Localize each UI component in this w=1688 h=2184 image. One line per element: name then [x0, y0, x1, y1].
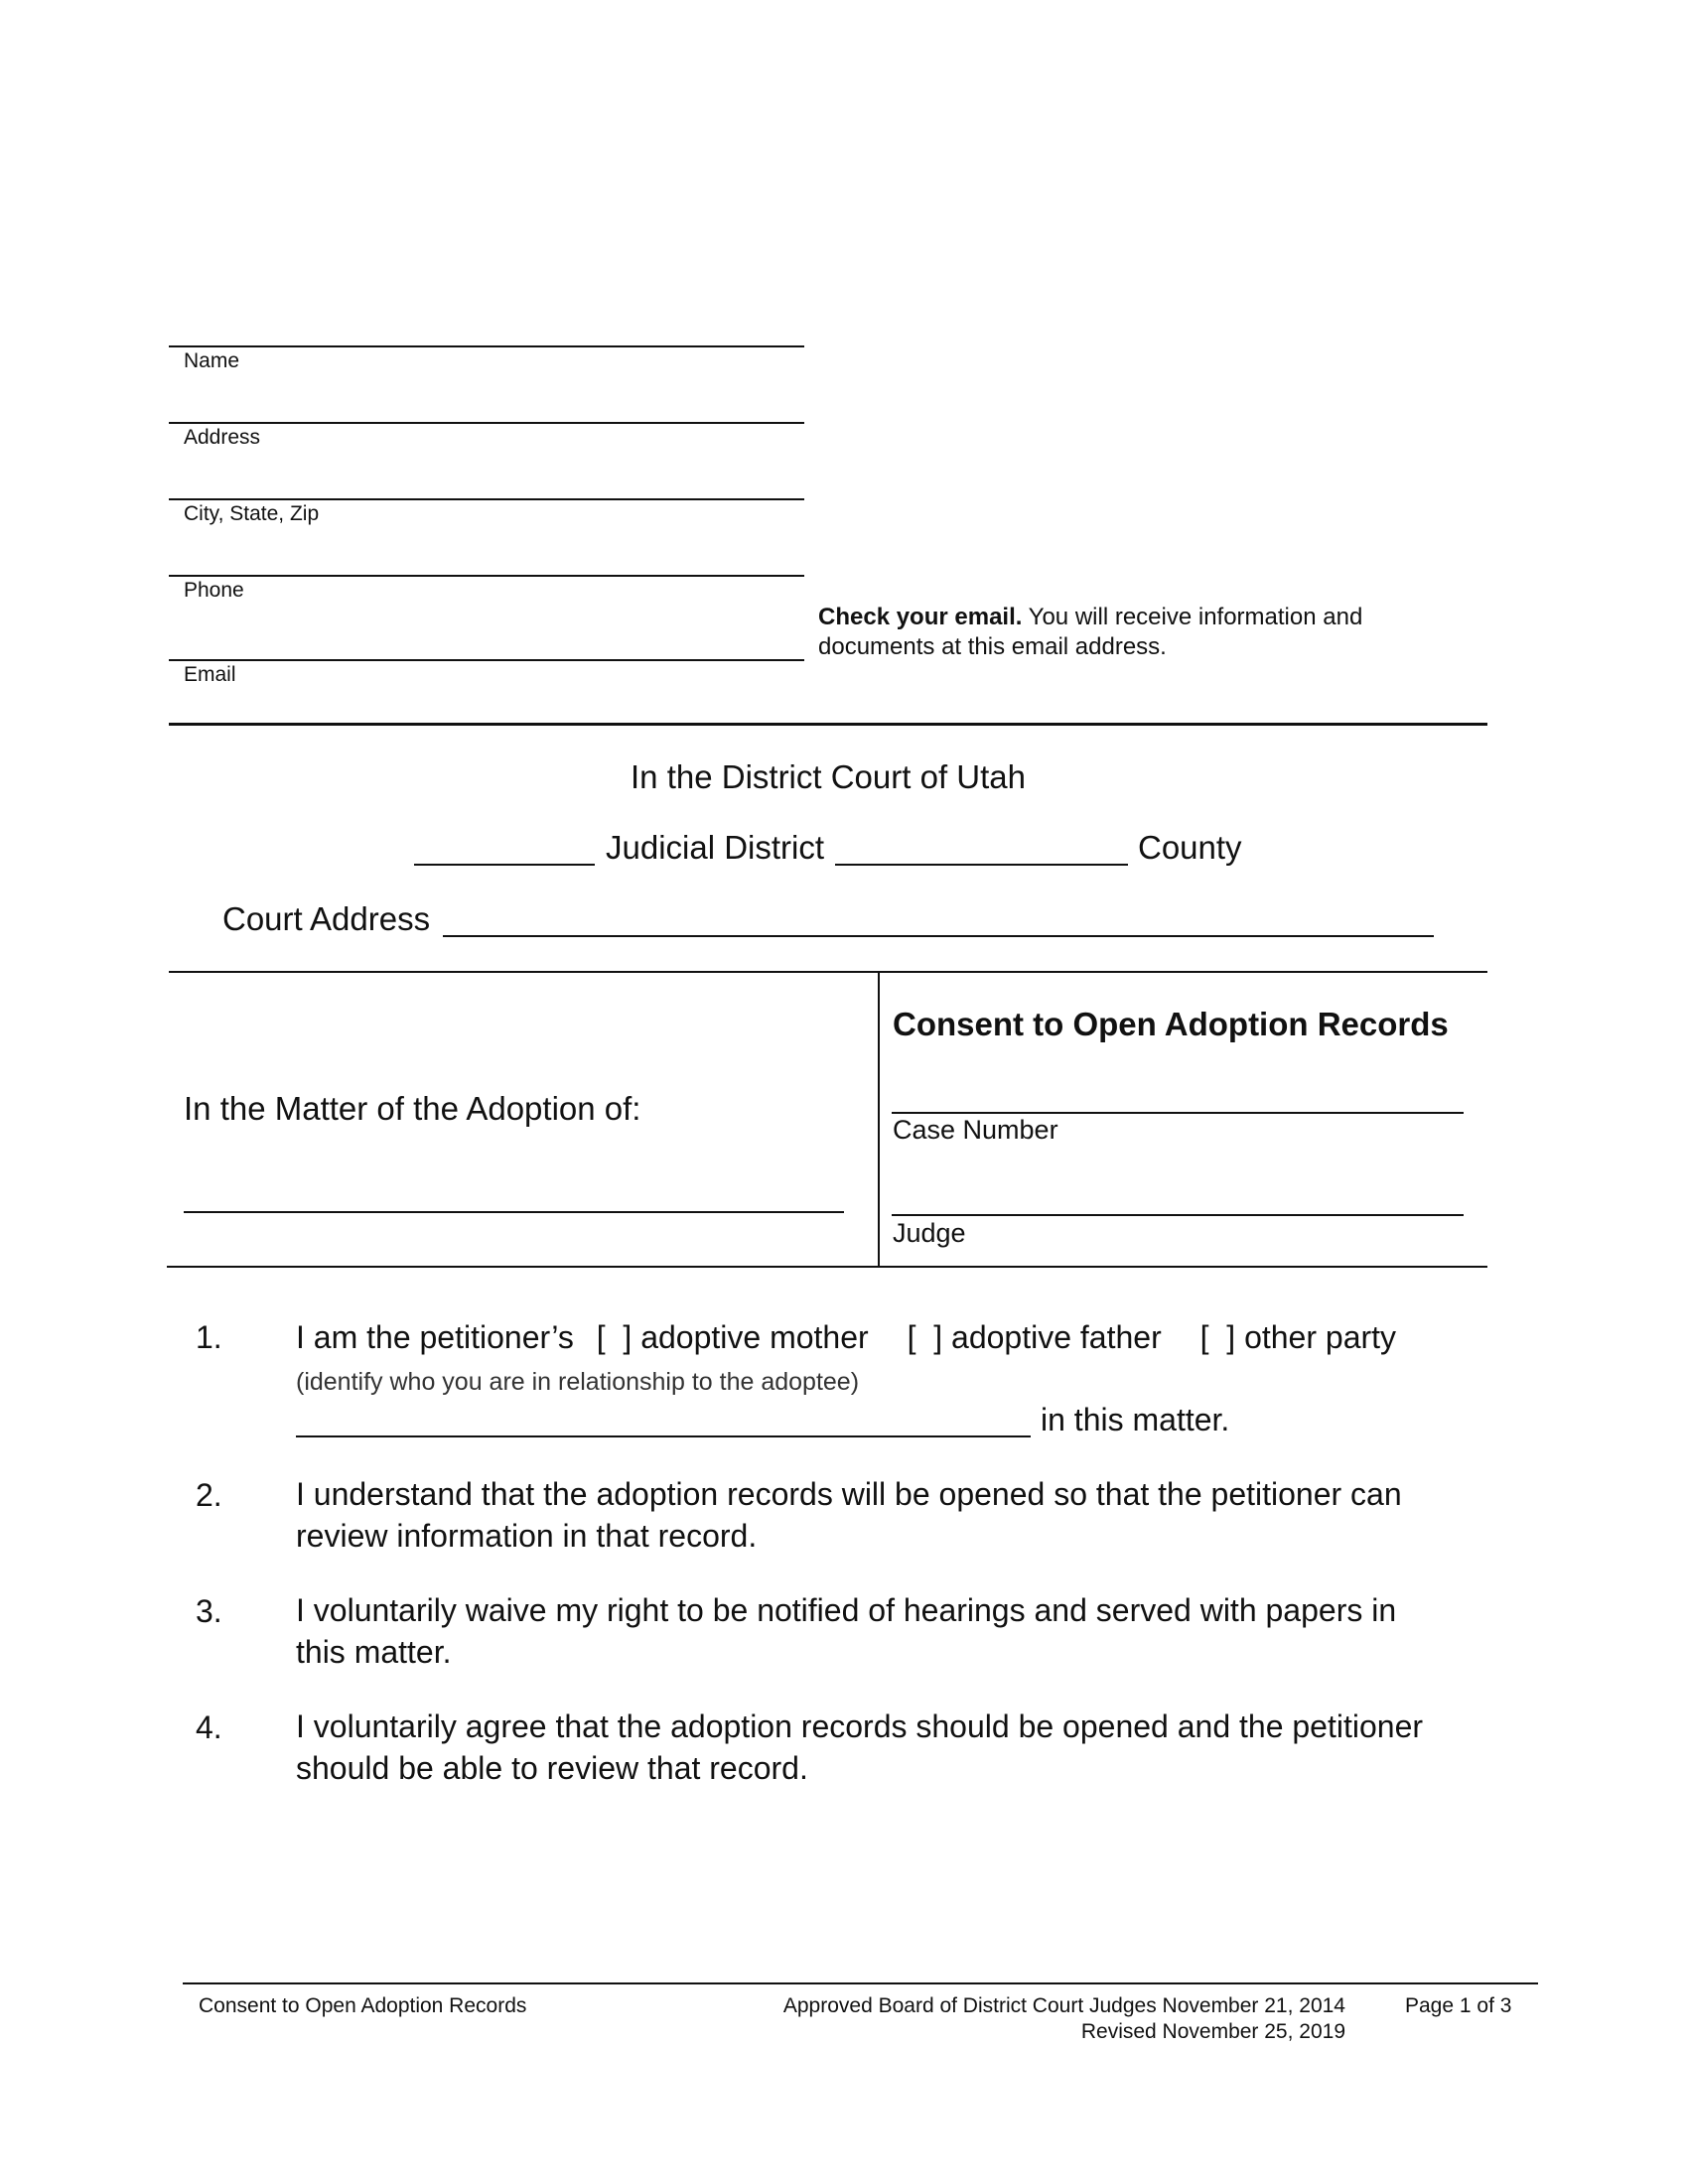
email-field-label: Email — [184, 663, 236, 686]
item-1-line1 — [296, 1319, 1396, 1356]
email-note-line2: documents at this email address. — [818, 633, 1167, 660]
email-note — [818, 603, 1362, 662]
court-address-label: Court Address — [222, 900, 431, 937]
item-1-note: (identify who you are in relationship to the adoptee) — [296, 1368, 860, 1396]
name-field-label: Name — [184, 349, 240, 372]
judge-label: Judge — [893, 1218, 966, 1248]
court-address-blank[interactable] — [443, 935, 1434, 937]
adoptee-name-blank[interactable] — [184, 1211, 844, 1213]
adoptive-mother-label: adoptive mother — [640, 1319, 869, 1355]
adoptive-mother-checkbox[interactable]: [ ] — [596, 1319, 633, 1355]
other-party-checkbox[interactable]: [ ] — [1199, 1319, 1236, 1355]
other-party-label: other party — [1244, 1319, 1397, 1355]
footer-approval — [783, 1993, 1345, 2045]
item-2-text — [296, 1473, 1487, 1557]
case-number-blank[interactable] — [892, 1112, 1464, 1114]
caption-bottom-line — [167, 1266, 1487, 1268]
item-3-line1: I voluntarily waive my right to be notified of hearings and served with papers in — [296, 1592, 1397, 1628]
item-1-suffix: in this matter. — [1041, 1402, 1230, 1437]
email-note-rest: You will receive information and — [1022, 604, 1363, 630]
phone-field-line[interactable] — [169, 575, 804, 577]
judicial-district-label: Judicial District — [606, 829, 825, 866]
item-2-line2: review information in that record. — [296, 1518, 758, 1554]
footer-doc-title: Consent to Open Adoption Records — [199, 1994, 527, 2017]
matter-label: In the Matter of the Adoption of: — [184, 1090, 641, 1127]
phone-field-label: Phone — [184, 579, 244, 602]
caption-divider — [878, 971, 880, 1266]
footer-page-number: Page 1 of 3 — [1405, 1994, 1512, 2017]
judge-blank[interactable] — [892, 1214, 1464, 1216]
city-state-zip-field-label: City, State, Zip — [184, 502, 320, 525]
court-title: In the District Court of Utah — [631, 758, 1026, 795]
caption-top-line — [169, 971, 1487, 973]
item-2-line1: I understand that the adoption records will be opened so that the petitioner can — [296, 1476, 1402, 1512]
name-field-line[interactable] — [169, 345, 804, 347]
item-4-line2: should be able to review that record. — [296, 1750, 808, 1786]
county-blank[interactable] — [835, 864, 1128, 866]
footer-rule — [183, 1982, 1538, 1984]
item-4-line1: I voluntarily agree that the adoption records should be opened and the petitioner — [296, 1708, 1424, 1744]
header-divider — [169, 723, 1487, 726]
address-field-line[interactable] — [169, 422, 804, 424]
item-number: 2. — [196, 1477, 222, 1513]
item-number: 4. — [196, 1709, 222, 1745]
relationship-blank[interactable] — [296, 1435, 1031, 1437]
adoptive-father-checkbox[interactable]: [ ] — [907, 1319, 943, 1355]
footer-approved: Approved Board of District Court Judges November 21, 2014 — [782, 1994, 1345, 2017]
footer-revised: Revised November 25, 2019 — [1080, 2020, 1345, 2043]
email-note-bold: Check your email. — [818, 604, 1023, 630]
adoptive-father-label: adoptive father — [951, 1319, 1162, 1355]
item-number: 1. — [196, 1319, 222, 1355]
item-4-text — [296, 1706, 1487, 1789]
address-field-label: Address — [184, 426, 261, 449]
item-number: 3. — [196, 1593, 222, 1629]
item-1-prefix: I am the petitioner’s — [296, 1319, 574, 1355]
city-state-zip-field-line[interactable] — [169, 498, 804, 500]
item-3-text — [296, 1589, 1487, 1673]
item-3-line2: this matter. — [296, 1634, 452, 1670]
email-field-line[interactable] — [169, 659, 804, 661]
document-title: Consent to Open Adoption Records — [893, 1006, 1449, 1042]
case-number-label: Case Number — [893, 1115, 1058, 1145]
county-label: County — [1138, 829, 1242, 866]
judicial-district-blank[interactable] — [414, 864, 595, 866]
